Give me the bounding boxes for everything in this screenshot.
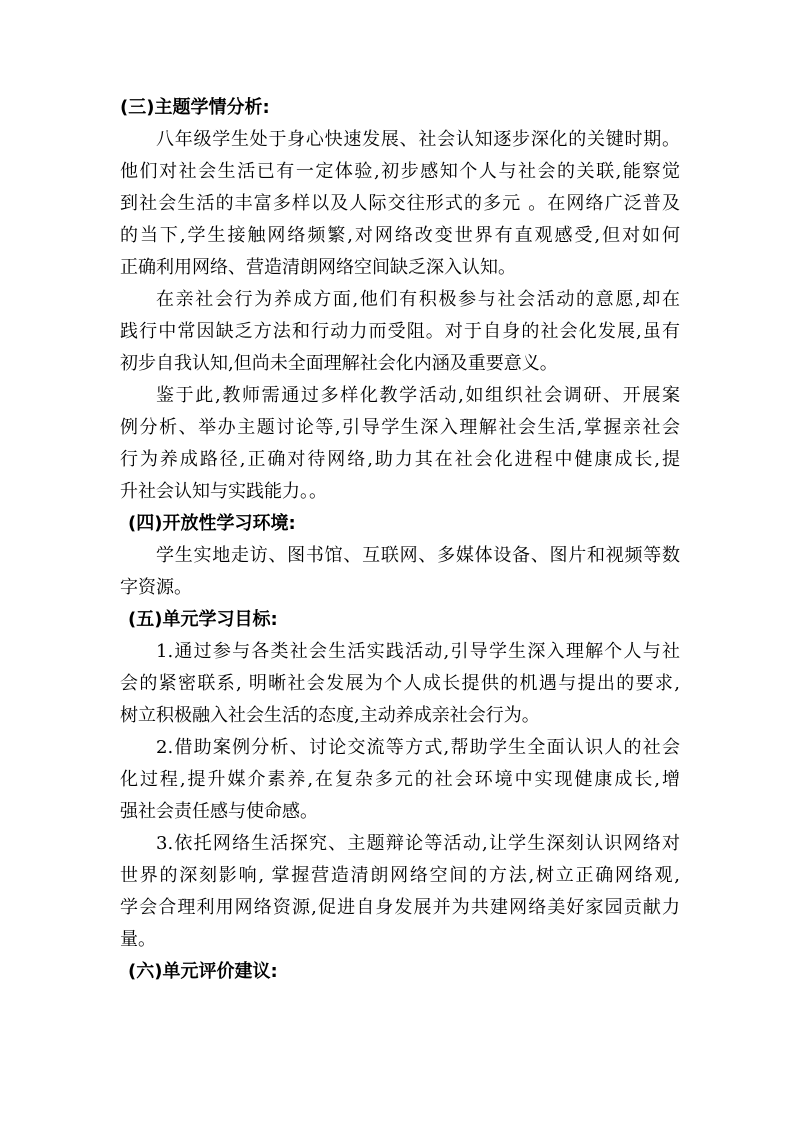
section-heading-evaluation-suggestions: (六)单元评价建议: <box>128 961 278 982</box>
text-line: 2.借助案例分析、讨论交流等方式,帮助学生全面认识人的社会 <box>156 737 680 758</box>
paragraph <box>120 540 680 604</box>
text-line: 鉴于此,教师需通过多样化教学活动,如组织社会调研、开展案 <box>156 385 680 406</box>
text-line: 的当下,学生接触网络频繁,对网络改变世界有直观感受,但对如何 <box>120 225 680 246</box>
text-line: 化过程,提升媒介素养,在复杂多元的社会环境中实现健康成长,增 <box>120 769 680 790</box>
text-line: 例分析、举办主题讨论等,引导学生深入理解社会生活,掌握亲社会 <box>120 417 680 438</box>
text-line: 到社会生活的丰富多样以及人际交往形式的多元 。在网络广泛普及 <box>120 193 680 214</box>
text-line: 正确利用网络、营造清朗网络空间缺乏深入认知。 <box>120 257 516 278</box>
text-line: 学生实地走访、图书馆、互联网、多媒体设备、图片和视频等数 <box>156 545 680 566</box>
text-line: 3.依托网络生活探究、主题辩论等活动,让学生深刻认识网络对 <box>156 833 680 854</box>
text-line: 会的紧密联系, 明晰社会发展为个人成长提供的机遇与提出的要求, <box>120 673 680 694</box>
text-line: 强社会责任感与使命感。 <box>120 801 318 822</box>
paragraph <box>120 124 680 284</box>
text-line: 世界的深刻影响, 掌握营造清朗网络空间的方法,树立正确网络观, <box>120 865 680 886</box>
paragraph <box>120 284 680 380</box>
text-line: 字资源。 <box>120 577 192 598</box>
section-heading-learner-analysis: (三)主题学情分析: <box>120 97 270 118</box>
paragraph <box>120 380 680 508</box>
text-line: 升社会认知与实践能力。。 <box>120 481 327 502</box>
text-line: 他们对社会生活已有一定体验,初步感知个人与社会的关联,能察觉 <box>120 161 680 182</box>
text-line: 初步自我认知,但尚未全面理解社会化内涵及重要意义。 <box>120 353 558 374</box>
paragraph <box>120 828 680 956</box>
text-line: 行为养成路径,正确对待网络,助力其在社会化进程中健康成长,提 <box>120 449 680 470</box>
section-heading-learning-environment: (四)开放性学习环境: <box>128 513 296 534</box>
text-line: 践行中常因缺乏方法和行动力而受阻。对于自身的社会化发展,虽有 <box>120 321 680 342</box>
paragraph <box>120 636 680 732</box>
paragraph <box>120 732 680 828</box>
document-page <box>120 92 680 988</box>
text-line: 在亲社会行为养成方面,他们有积极参与社会活动的意愿,却在 <box>156 289 680 310</box>
text-line: 学会合理利用网络资源,促进自身发展并为共建网络美好家园贡献力 <box>120 897 680 918</box>
text-line: 1.通过参与各类社会生活实践活动,引导学生深入理解个人与社 <box>156 641 680 662</box>
text-line: 量。 <box>120 929 156 950</box>
text-line: 树立积极融入社会生活的态度,主动养成亲社会行为。 <box>120 705 540 726</box>
section-heading-learning-objectives: (五)单元学习目标: <box>128 609 278 630</box>
text-line: 八年级学生处于身心快速发展、社会认知逐步深化的关键时期。 <box>156 129 680 150</box>
